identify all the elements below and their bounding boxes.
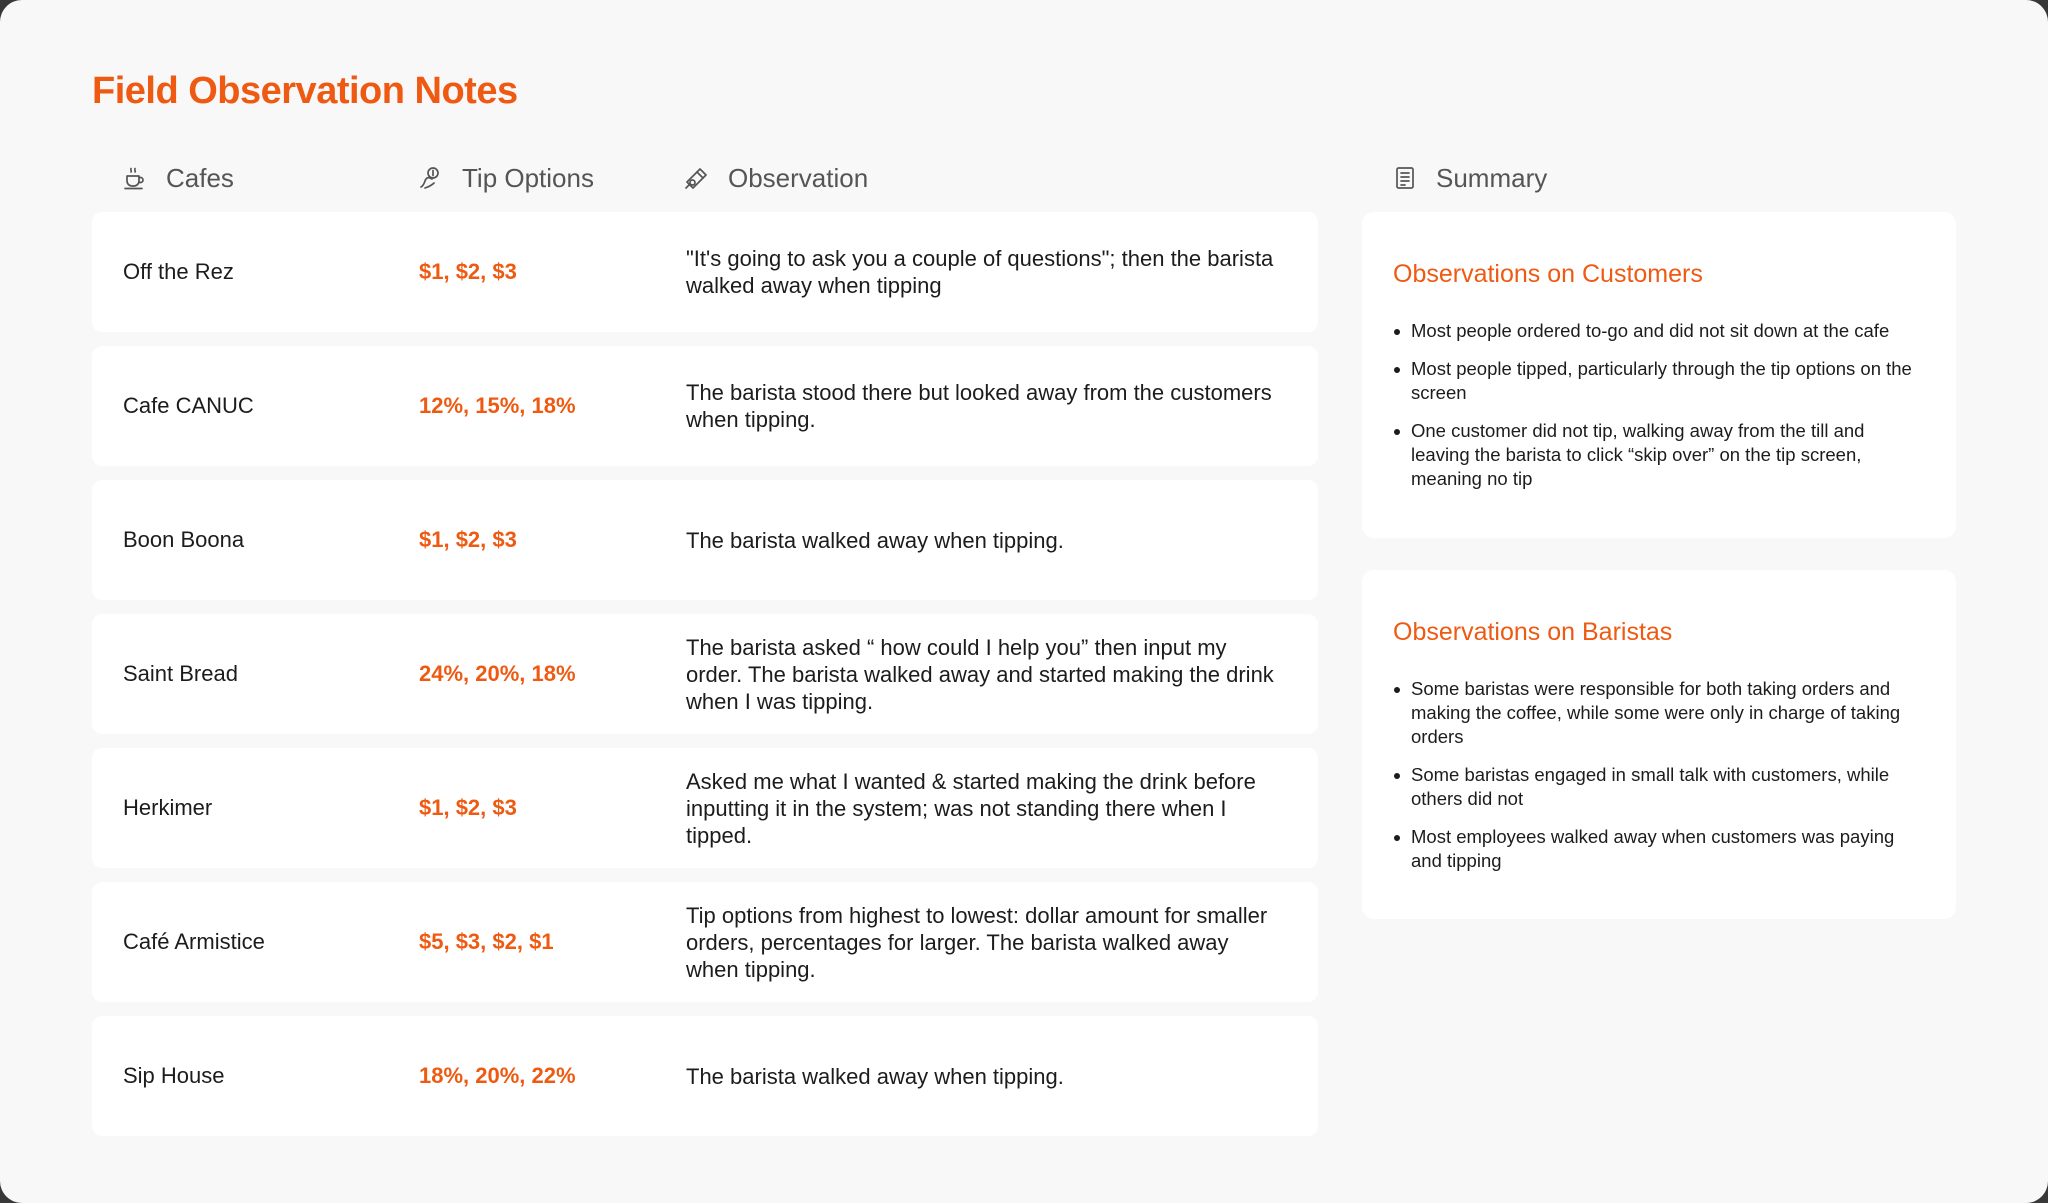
coffee-cup-icon	[122, 165, 148, 191]
list-item: Most employees walked away when customers was paying and tipping	[1393, 825, 1928, 873]
customers-summary-card	[1362, 212, 1956, 538]
cafe-name: Café Armistice	[123, 929, 265, 954]
list-item: Some baristas engaged in small talk with customers, while others did not	[1393, 763, 1928, 811]
tip-options-header-label: Tip Options	[462, 162, 594, 193]
list-item: One customer did not tip, walking away from the till and leaving the barista to click “skip over” on the tip screen, meaning no tip	[1393, 419, 1928, 491]
tip-options-column-header	[418, 158, 594, 198]
baristas-summary-heading: Observations on Baristas	[1393, 618, 1673, 646]
tip-options-value: $5, $3, $2, $1	[419, 929, 554, 954]
cafe-name: Boon Boona	[123, 527, 245, 552]
observation-text: The barista asked “ how could I help you” then input my order. The barista walked away and started making the drink when I was tipping.	[686, 634, 1274, 714]
table-row	[92, 1016, 1318, 1136]
baristas-summary-card	[1362, 570, 1956, 919]
hand-coin-icon	[418, 165, 444, 191]
table-row	[92, 882, 1318, 1002]
observation-text: The barista stood there but looked away from the customers when tipping.	[686, 380, 1272, 432]
observation-text: The barista walked away when tipping.	[686, 527, 1064, 553]
document-icon	[1392, 165, 1418, 191]
list-item: Most people tipped, particularly through the tip options on the screen	[1393, 357, 1928, 405]
list-item: Some baristas were responsible for both taking orders and making the coffee, while some were only in charge of taking orders	[1393, 677, 1928, 749]
tip-options-value: 24%, 20%, 18%	[419, 661, 576, 686]
cafe-name: Off the Rez	[123, 259, 234, 284]
cafes-column-header	[122, 158, 234, 198]
summary-header-label: Summary	[1436, 162, 1548, 193]
table-row	[92, 748, 1318, 868]
page-title: Field Observation Notes	[92, 70, 518, 112]
customers-observation-list	[1393, 319, 1928, 491]
customers-summary-heading: Observations on Customers	[1393, 260, 1703, 288]
cafe-name: Herkimer	[123, 795, 213, 820]
observation-text: Asked me what I wanted & started making the drink before inputting it in the system; was not standing there when I tipped.	[686, 768, 1256, 848]
table-row	[92, 480, 1318, 600]
binoculars-icon	[684, 165, 710, 191]
tip-options-value: $1, $2, $3	[419, 795, 517, 820]
tip-options-value: $1, $2, $3	[419, 259, 517, 284]
list-item: Most people ordered to-go and did not sit down at the cafe	[1393, 319, 1928, 343]
observation-text: The barista walked away when tipping.	[686, 1063, 1064, 1089]
baristas-observation-list	[1393, 677, 1928, 873]
observation-text: "It's going to ask you a couple of questions"; then the barista walked away when tipping	[686, 246, 1274, 298]
observation-column-header	[684, 158, 868, 198]
tip-options-value: 12%, 15%, 18%	[419, 393, 576, 418]
tip-options-value: $1, $2, $3	[419, 527, 517, 552]
summary-column-header	[1392, 158, 1547, 198]
cafe-name: Saint Bread	[123, 661, 238, 686]
observation-text: Tip options from highest to lowest: dollar amount for smaller orders, percentages for larger. The barista walked away when tipping.	[686, 902, 1268, 982]
cafe-observation-table	[92, 212, 1318, 1136]
table-row	[92, 346, 1318, 466]
observation-header-label: Observation	[728, 162, 869, 193]
cafe-name: Sip House	[123, 1063, 225, 1088]
tip-options-value: 18%, 20%, 22%	[419, 1063, 576, 1088]
cafe-name: Cafe CANUC	[123, 393, 254, 418]
table-row	[92, 614, 1318, 734]
cafes-header-label: Cafes	[166, 162, 234, 193]
table-row	[92, 212, 1318, 332]
